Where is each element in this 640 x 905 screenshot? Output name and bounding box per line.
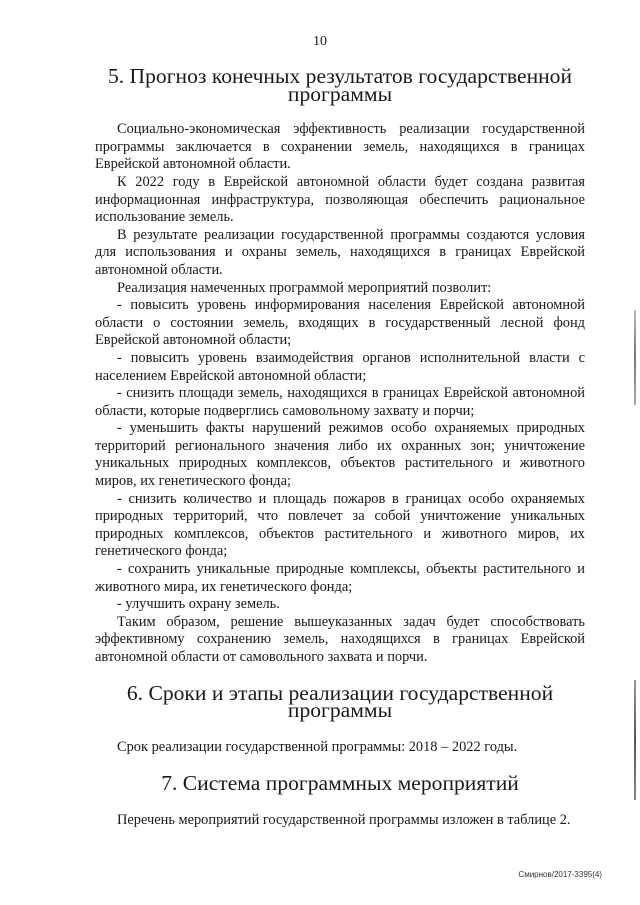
section-7-heading: 7. Система программных мероприятий	[161, 771, 519, 796]
paragraph: Перечень мероприятий государственной программы изложен в таблице 2.	[117, 811, 571, 828]
paragraph: Социально-экономическая эффективность реализации государственной программы заключается в сохранении земель, находящихся в границах Еврейской автономной области.	[95, 121, 585, 173]
scan-edge-mark	[634, 680, 636, 800]
document-body	[95, 64, 585, 830]
list-item: - улучшить охрану земель.	[117, 596, 280, 613]
list-item: - уменьшить факты нарушений режимов особо охраняемых природных территорий регионального значения либо их охранных зон; уничтожение уникальных природных комплексов, объектов растительного и животного миров, их генетического фонда;	[95, 420, 585, 490]
paragraph: В результате реализации государственной программы создаются условия для использования и охраны земель, находящихся в границах Еврейской автономной области.	[95, 226, 585, 278]
paragraph: К 2022 году в Еврейской автономной области будет создана развитая информационная инфраструктура, позволяющая обеспечить рациональное использование земель.	[95, 173, 585, 226]
paragraph: Срок реализации государственной программы: 2018 – 2022 годы.	[117, 738, 518, 755]
paragraph: Реализация намеченных программой мероприятий позволит:	[117, 279, 492, 296]
list-item: - повысить уровень информирования населения Еврейской автономной области о состоянии земель, входящих в государственный лесной фонд Еврейской автономной области;	[95, 297, 585, 349]
list-item: - снизить площади земель, находящихся в границах Еврейской автономной области, которые подверглись самовольному захвату и порчи;	[95, 385, 585, 419]
scan-edge-mark	[634, 310, 636, 405]
page-number: 10	[313, 34, 327, 49]
section-5-heading: 5. Прогноз конечных результатов государственной программы	[107, 64, 573, 106]
paragraph: Таким образом, решение вышеуказанных задач будет способствовать эффективному сохранению земель, находящихся в границах Еврейской автономной области от самовольного захвата и порчи.	[95, 613, 585, 665]
list-item: - повысить уровень взаимодействия органов исполнительной власти с населением Еврейской автономной области;	[95, 349, 585, 384]
document-footer-code: Смирнов/2017-3395(4)	[518, 870, 602, 879]
section-6-heading: 6. Сроки и этапы реализации государственной программы	[126, 680, 554, 723]
list-item: - сохранить уникальные природные комплексы, объекты растительного и животного мира, их генетического фонда;	[95, 561, 585, 595]
list-item: - снизить количество и площадь пожаров в границах особо охраняемых природных территорий, что повлечет за собой уничтожение уникальных природных комплексов, объектов растительного и животного миров, их генетического фонда;	[95, 490, 585, 560]
